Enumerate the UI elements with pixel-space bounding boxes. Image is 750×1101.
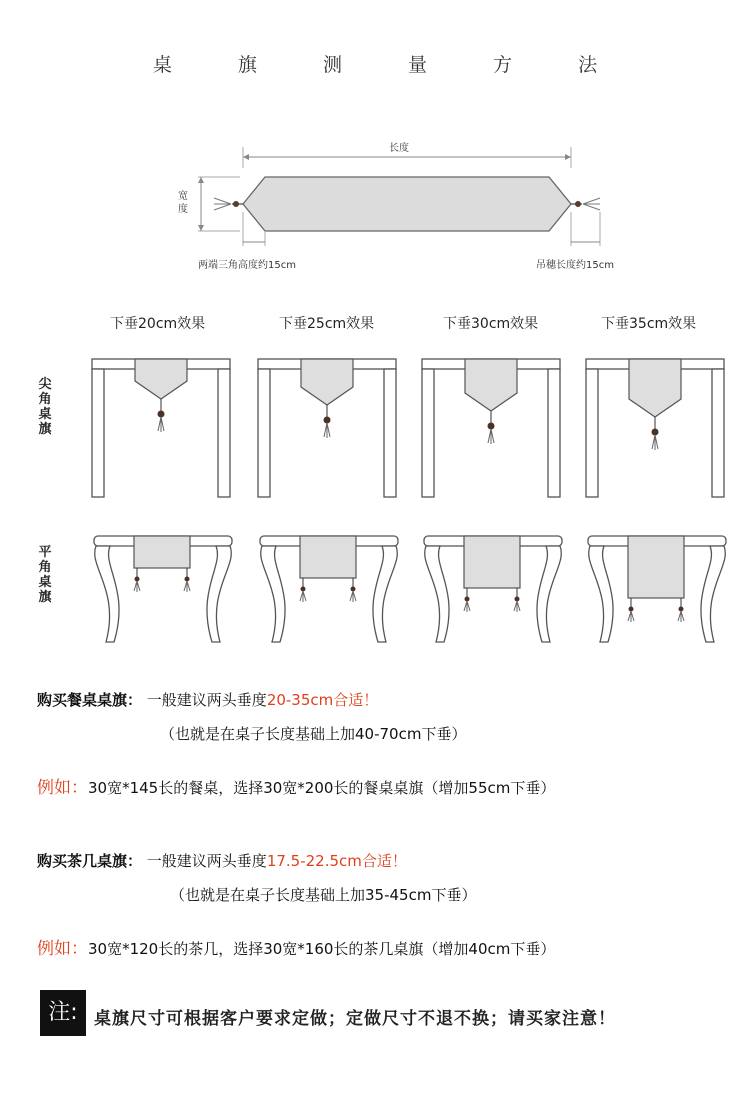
table-leg bbox=[258, 369, 270, 497]
width-label: 宽度 bbox=[178, 191, 188, 215]
tassel-fringe bbox=[184, 581, 190, 592]
coffee-example bbox=[37, 934, 555, 959]
tassel-bead bbox=[324, 417, 331, 424]
tassel-fringe bbox=[488, 429, 494, 444]
table-leg bbox=[92, 369, 104, 497]
runner-pointed bbox=[301, 359, 353, 405]
tassel-bead bbox=[301, 587, 306, 592]
tassel-fringe bbox=[134, 581, 140, 592]
tassel-bead bbox=[465, 597, 470, 602]
col-label-25: 下垂25cm效果 bbox=[279, 316, 375, 332]
table-leg bbox=[261, 546, 285, 642]
tassel-bead bbox=[185, 577, 190, 582]
runner-flat bbox=[134, 536, 190, 568]
tassel-bead bbox=[652, 429, 659, 436]
runner-measure-diagram bbox=[0, 0, 750, 280]
table-leg bbox=[537, 546, 561, 642]
tassel-bead bbox=[351, 587, 356, 592]
tassel-bead bbox=[515, 597, 520, 602]
tassel-fringe bbox=[628, 611, 634, 622]
col-label-20: 下垂20cm效果 bbox=[110, 316, 206, 332]
tassel-bead bbox=[135, 577, 140, 582]
flat-table-25 bbox=[260, 536, 398, 642]
row-label-pointed: 尖角桌旗 bbox=[38, 377, 52, 437]
table-leg bbox=[586, 369, 598, 497]
tassel-fringe bbox=[350, 591, 356, 602]
dining-example-label: 例如： bbox=[37, 778, 88, 798]
dining-note: （也就是在桌子长度基础上加40-70cm下垂） bbox=[160, 725, 467, 743]
runner-flat bbox=[464, 536, 520, 588]
pointed-table-25 bbox=[258, 359, 396, 497]
coffee-advice-prefix: 一般建议两头垂度 bbox=[146, 852, 267, 870]
notice-badge: 注: bbox=[40, 990, 86, 1036]
tassel-bead bbox=[158, 411, 165, 418]
tassel-fringe bbox=[678, 611, 684, 622]
tassel-fringe bbox=[300, 591, 306, 602]
runner-pointed bbox=[135, 359, 187, 399]
table-leg bbox=[712, 369, 724, 497]
dining-example-text: 30宽*145长的餐桌，选择30宽*200长的餐桌桌旗（增加55cm下垂） bbox=[88, 779, 556, 797]
triangle-height-note: 两端三角高度约15cm bbox=[198, 260, 296, 271]
coffee-heading: 购买茶几桌旗： bbox=[37, 852, 143, 870]
tassel-bead bbox=[629, 607, 634, 612]
pointed-table-35 bbox=[586, 359, 724, 497]
dining-advice-prefix: 一般建议两头垂度 bbox=[146, 691, 267, 709]
tassel-length-note: 吊穗长度约15cm bbox=[536, 260, 614, 271]
tassel-fringe bbox=[158, 417, 164, 432]
col-label-30: 下垂30cm效果 bbox=[443, 316, 539, 332]
table-leg bbox=[422, 369, 434, 497]
table-leg bbox=[548, 369, 560, 497]
runner-pointed bbox=[465, 359, 517, 411]
table-leg bbox=[425, 546, 449, 642]
pointed-table-30 bbox=[422, 359, 560, 497]
table-leg bbox=[218, 369, 230, 497]
flat-table-35 bbox=[588, 536, 726, 642]
dining-advice bbox=[37, 689, 378, 710]
pointed-table-20 bbox=[92, 359, 230, 497]
table-leg bbox=[384, 369, 396, 497]
col-label-35: 下垂35cm效果 bbox=[601, 316, 697, 332]
tassel-bead bbox=[488, 423, 495, 430]
length-label: 长度 bbox=[389, 143, 409, 154]
table-leg bbox=[701, 546, 725, 642]
notice-text: 桌旗尺寸可根据客户要求定做；定做尺寸不退不换；请买家注意！ bbox=[94, 1009, 616, 1029]
runner-flat bbox=[300, 536, 356, 578]
tassel-fringe bbox=[464, 601, 470, 612]
tassel-fringe bbox=[652, 435, 658, 450]
table-leg bbox=[207, 546, 231, 642]
dining-advice-highlight: 20-35cm合适！ bbox=[266, 691, 379, 709]
flat-table-row bbox=[0, 530, 750, 660]
runner-flat bbox=[628, 536, 684, 598]
row-label-flat: 平角桌旗 bbox=[38, 545, 52, 605]
flat-table-20 bbox=[94, 536, 232, 642]
tassel-fringe bbox=[324, 423, 330, 438]
runner-pointed bbox=[629, 359, 681, 417]
coffee-advice-highlight: 17.5-22.5cm合适！ bbox=[266, 852, 407, 870]
dining-example bbox=[37, 773, 555, 798]
coffee-note: （也就是在桌子长度基础上加35-45cm下垂） bbox=[170, 886, 477, 904]
tassel-fringe bbox=[514, 601, 520, 612]
table-leg bbox=[95, 546, 119, 642]
coffee-example-text: 30宽*120长的茶几，选择30宽*160长的茶几桌旗（增加40cm下垂） bbox=[88, 940, 556, 958]
pointed-table-row bbox=[0, 350, 750, 510]
coffee-example-label: 例如： bbox=[37, 939, 88, 959]
table-leg bbox=[373, 546, 397, 642]
flat-table-30 bbox=[424, 536, 562, 642]
coffee-advice bbox=[37, 850, 407, 871]
table-leg bbox=[589, 546, 613, 642]
dining-heading: 购买餐桌桌旗： bbox=[37, 691, 143, 709]
tassel-bead bbox=[679, 607, 684, 612]
page-title: 桌 旗 测 量 方 法 bbox=[152, 54, 628, 76]
